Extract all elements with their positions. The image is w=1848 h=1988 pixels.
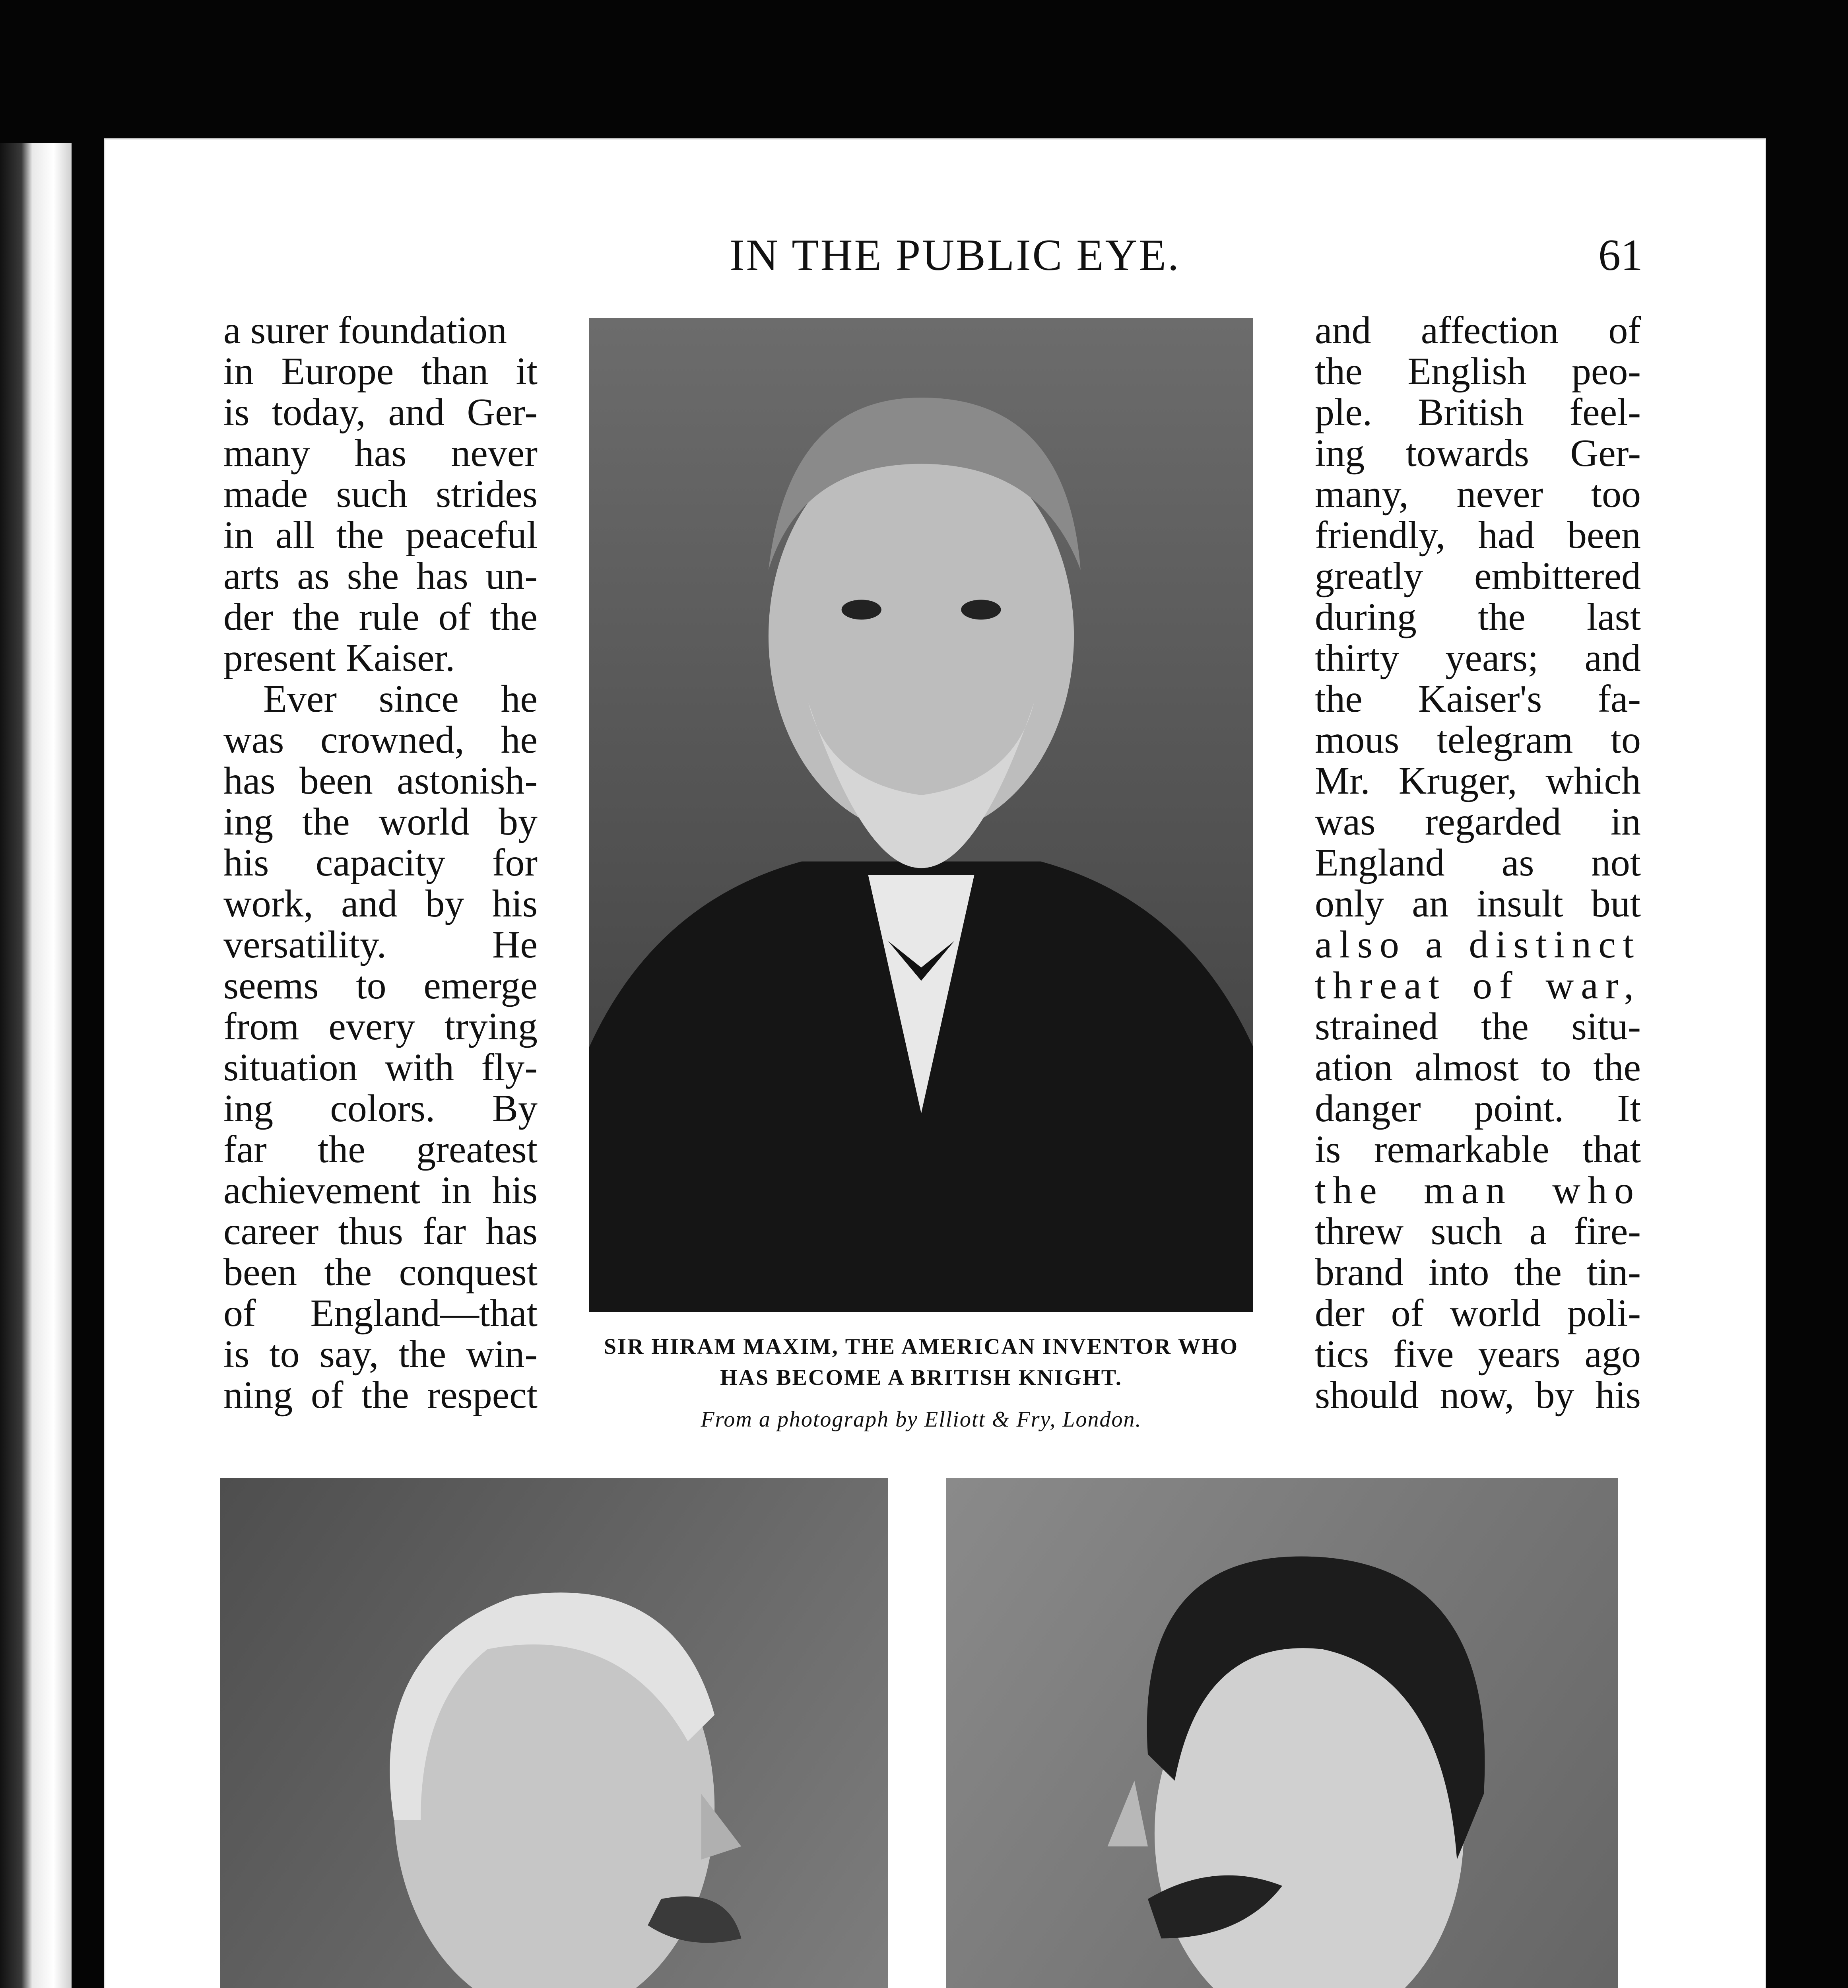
- caption-line: HAS BECOME A BRITISH KNIGHT.: [720, 1365, 1122, 1390]
- burnham-portrait: [220, 1478, 888, 1988]
- text-line: was regarded in: [1315, 800, 1641, 843]
- text-line: the Kaiser's fa-: [1315, 678, 1641, 720]
- text-line: was crowned, he: [223, 718, 538, 761]
- portrait-bearded-man-icon: [589, 318, 1253, 1312]
- text-line: many, never too: [1315, 473, 1641, 516]
- text-line: versatility. He: [223, 923, 538, 966]
- text-line: during the last: [1315, 596, 1641, 639]
- magazine-page: [104, 138, 1766, 1988]
- text-line: also a distinct: [1315, 923, 1641, 966]
- text-line: strained the situ-: [1315, 1005, 1641, 1048]
- text-line: der the rule of the: [223, 596, 538, 639]
- text-line: mous telegram to: [1315, 718, 1641, 761]
- portrait-mustached-man-profile-icon: [946, 1478, 1618, 1988]
- text-line: is to say, the win-: [223, 1333, 538, 1376]
- text-line: ing the world by: [223, 800, 538, 843]
- text-line: many has never: [223, 432, 538, 475]
- clapp-portrait: [946, 1478, 1618, 1988]
- maxim-photo-credit: From a photograph by Elliott & Fry, London.: [701, 1407, 1142, 1432]
- text-line: ing towards Ger-: [1315, 432, 1641, 475]
- text-line: brand into the tin-: [1315, 1251, 1641, 1294]
- text-line: has been astonish-: [223, 759, 538, 802]
- text-line: situation with fly-: [223, 1046, 538, 1089]
- maxim-portrait: [589, 318, 1253, 1312]
- right-text-column: [1315, 310, 1641, 1416]
- text-line: danger point. It: [1315, 1087, 1641, 1130]
- text-line: and affection of: [1315, 309, 1641, 352]
- text-line: in Europe than it: [223, 350, 538, 393]
- text-line: threat of war,: [1315, 964, 1641, 1007]
- text-line: career thus far has: [223, 1210, 538, 1253]
- text-line: present Kaiser.: [223, 637, 455, 679]
- text-line: should now, by his: [1315, 1374, 1641, 1417]
- page-header: [104, 230, 1766, 282]
- maxim-caption: [573, 1331, 1269, 1393]
- text-line: ning of the respect: [223, 1374, 538, 1417]
- text-line: is remarkable that: [1315, 1128, 1641, 1171]
- text-line: ple. British feel-: [1315, 391, 1641, 434]
- text-line: is today, and Ger-: [223, 391, 538, 434]
- text-line: threw such a fire-: [1315, 1210, 1641, 1253]
- adjacent-page-edge: [0, 143, 72, 1988]
- text-line: a surer foundation: [223, 309, 507, 352]
- text-line: the English peo-: [1315, 350, 1641, 393]
- text-line: ation almost to the: [1315, 1046, 1641, 1089]
- running-title: IN THE PUBLIC EYE.: [730, 231, 1180, 280]
- text-line: Mr. Kruger, which: [1315, 759, 1641, 802]
- text-line: Ever since he: [263, 678, 538, 720]
- text-line: ing colors. By: [223, 1087, 538, 1130]
- text-line: tics five years ago: [1315, 1333, 1641, 1376]
- text-line: achievement in his: [223, 1169, 538, 1212]
- text-line: thirty years; and: [1315, 637, 1641, 679]
- left-text-column: [223, 310, 538, 1416]
- text-line: been the conquest: [223, 1251, 538, 1294]
- text-line: work, and by his: [223, 882, 538, 925]
- text-line: in all the peaceful: [223, 514, 538, 557]
- text-line: der of world poli-: [1315, 1292, 1641, 1335]
- caption-line: SIR HIRAM MAXIM, THE AMERICAN INVENTOR WHO: [604, 1334, 1239, 1359]
- text-line: only an insult but: [1315, 882, 1641, 925]
- text-line: made such strides: [223, 473, 538, 516]
- text-line: the man who: [1315, 1169, 1641, 1212]
- text-line: his capacity for: [223, 841, 538, 884]
- text-line: far the greatest: [223, 1128, 538, 1171]
- portrait-bald-man-profile-icon: [220, 1478, 888, 1988]
- text-line: greatly embittered: [1315, 555, 1641, 598]
- text-line: seems to emerge: [223, 964, 538, 1007]
- text-line: England as not: [1315, 841, 1641, 884]
- text-line: friendly, had been: [1315, 514, 1641, 557]
- page-number: 61: [1598, 231, 1643, 280]
- text-line: arts as she has un-: [223, 555, 538, 598]
- text-line: from every trying: [223, 1005, 538, 1048]
- text-line: of England—that: [223, 1292, 538, 1335]
